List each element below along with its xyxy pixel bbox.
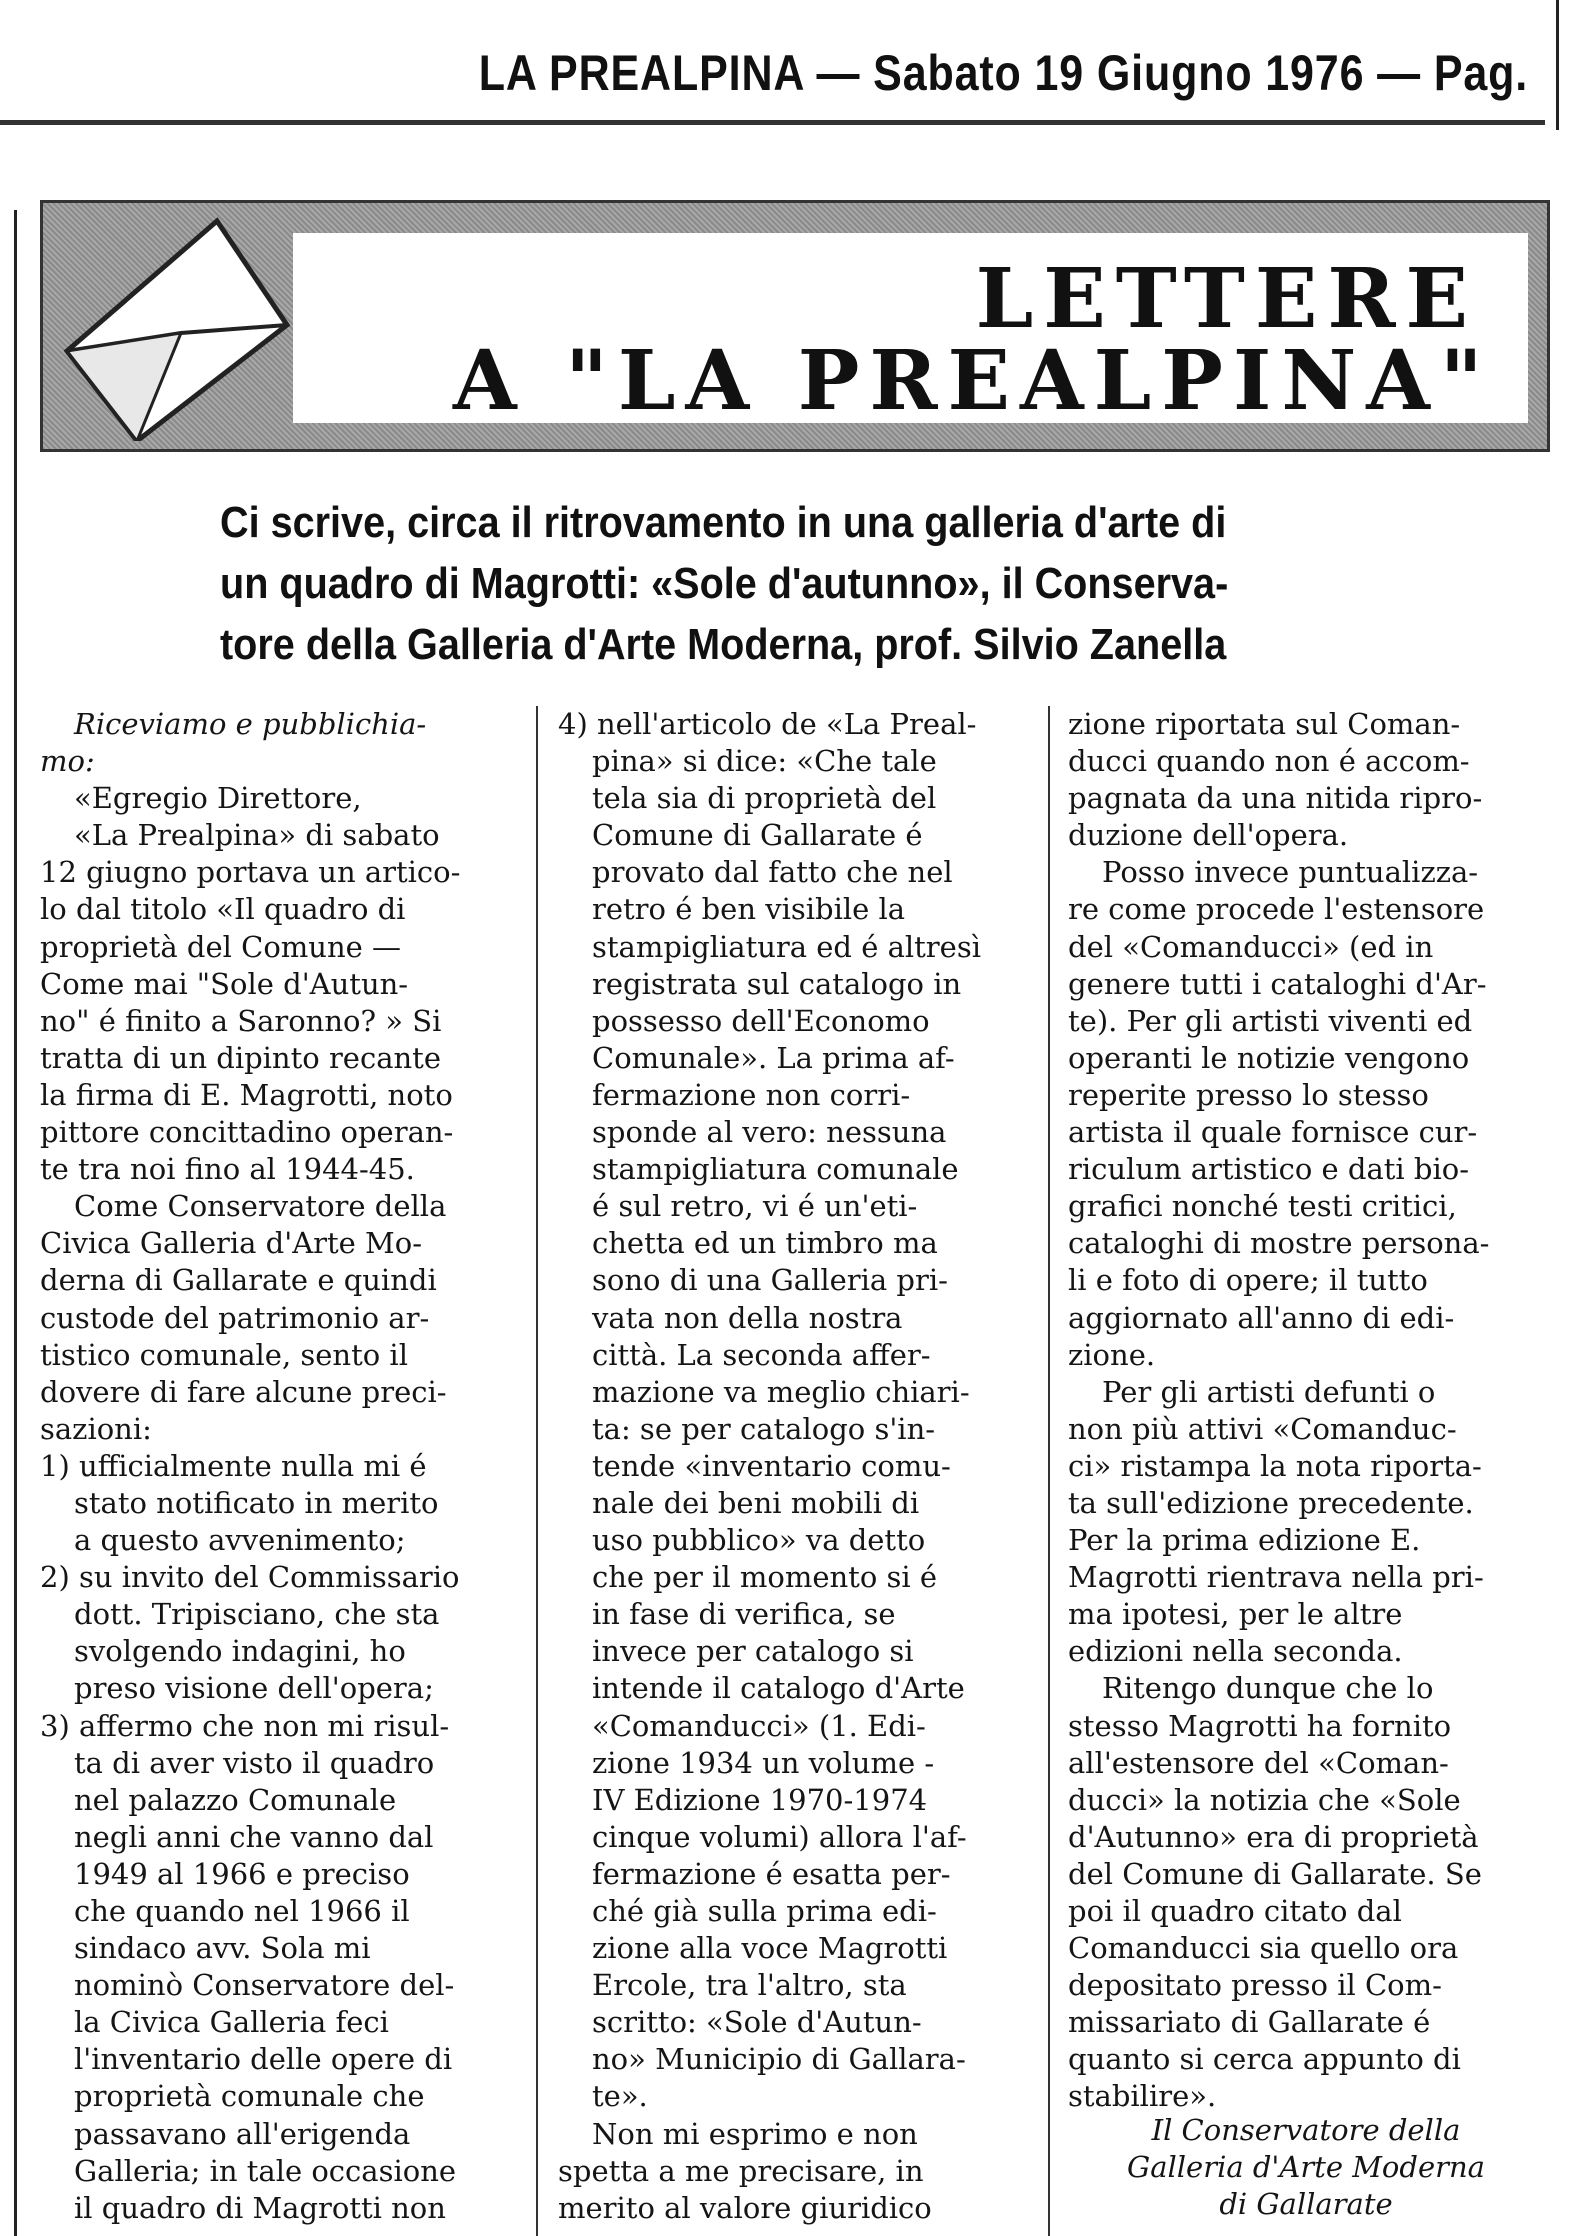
text-line: passavano all'erigenda bbox=[74, 2116, 411, 2151]
text-line: aggiornato all'anno di edi- bbox=[1068, 1300, 1455, 1335]
text-line: sono di una Galleria pri- bbox=[592, 1263, 948, 1298]
text-line: pagnata da una nitida ripro- bbox=[1068, 781, 1483, 816]
text-line: del «Comanducci» (ed in bbox=[1068, 929, 1434, 964]
text-line: poi il quadro citato dal bbox=[1068, 1894, 1402, 1928]
text-line: chetta ed un timbro ma bbox=[592, 1226, 938, 1261]
text-line: 2) su invito del Commissario bbox=[40, 1560, 460, 1595]
text-line: missariato di Gallarate é bbox=[1068, 2005, 1431, 2040]
text-line: Civica Galleria d'Arte Mo- bbox=[40, 1226, 423, 1261]
text-line: spetta a me precisare, in bbox=[558, 2153, 924, 2188]
text-line: artista il quale fornisce cur- bbox=[1068, 1115, 1478, 1150]
headline-line: Ci scrive, circa il ritrovamento in una galleria d'arte di bbox=[220, 498, 1227, 547]
text-line: stampigliatura comunale bbox=[592, 1152, 959, 1187]
text-line: Posso invece puntualizza- bbox=[1102, 855, 1479, 890]
text-line: proprietà del Comune — bbox=[40, 929, 402, 964]
article-column-2 bbox=[558, 706, 1028, 2227]
text-line: Non mi esprimo e non bbox=[592, 2116, 918, 2151]
text-line: 3) affermo che non mi risul- bbox=[40, 1708, 450, 1743]
text-line: mo: bbox=[40, 744, 95, 779]
text-line: Comune di Gallarate é bbox=[592, 818, 923, 853]
text-line: 4) nell'articolo de «La Preal- bbox=[558, 707, 977, 741]
text-line: sponde al vero: nessuna bbox=[592, 1115, 947, 1150]
text-line: provato dal fatto che nel bbox=[592, 855, 953, 890]
text-line: del Comune di Gallarate. Se bbox=[1068, 1856, 1482, 1891]
text-line: ta: se per catalogo s'in- bbox=[592, 1411, 936, 1446]
text-line: nale dei beni mobili di bbox=[592, 1485, 920, 1520]
text-line: che quando nel 1966 il bbox=[74, 1894, 410, 1928]
text-line: uso pubblico» va detto bbox=[592, 1523, 926, 1558]
text-line: stato notificato in merito bbox=[74, 1485, 439, 1520]
text-line: edizioni nella seconda. bbox=[1068, 1634, 1403, 1669]
text-line: città. La seconda affer- bbox=[592, 1337, 931, 1372]
text-line: operanti le notizie vengono bbox=[1068, 1040, 1470, 1075]
text-line: il quadro di Magrotti non bbox=[74, 2190, 446, 2225]
text-line: IV Edizione 1970-1974 bbox=[592, 1782, 928, 1817]
text-line: negli anni che vanno dal bbox=[74, 1819, 434, 1854]
text-line: re come procede l'estensore bbox=[1068, 892, 1485, 927]
text-line: grafici nonché testi critici, bbox=[1068, 1189, 1457, 1224]
text-line: la firma di E. Magrotti, noto bbox=[40, 1077, 453, 1112]
text-line: tende «inventario comu- bbox=[592, 1448, 951, 1483]
right-border-rule bbox=[1556, 0, 1559, 130]
text-line: genere tutti i cataloghi d'Ar- bbox=[1068, 966, 1487, 1001]
text-line: retro é ben visibile la bbox=[592, 892, 906, 927]
text-line: quanto si cerca appunto di bbox=[1068, 2042, 1461, 2077]
text-line: Come Conservatore della bbox=[74, 1189, 447, 1224]
text-line: no» Municipio di Gallara- bbox=[592, 2042, 966, 2077]
text-line: stampigliatura ed é altresì bbox=[592, 929, 981, 964]
text-line: fermazione non corri- bbox=[592, 1077, 911, 1112]
text-line: 12 giugno portava un artico- bbox=[40, 855, 461, 890]
text-line: Comunale». La prima af- bbox=[592, 1040, 955, 1075]
text-line: sindaco avv. Sola mi bbox=[74, 1931, 371, 1966]
text-line: tistico comunale, sento il bbox=[40, 1337, 408, 1372]
text-line: d'Autunno» era di proprietà bbox=[1068, 1819, 1479, 1854]
banner-panel bbox=[293, 233, 1528, 429]
text-line: custode del patrimonio ar- bbox=[40, 1300, 430, 1335]
text-line: in fase di verifica, se bbox=[592, 1597, 896, 1632]
text-line: Per la prima edizione E. bbox=[1068, 1523, 1421, 1558]
banner-title-line2: A "LA PREALPINA" bbox=[453, 333, 1493, 429]
text-line: che per il momento si é bbox=[592, 1560, 938, 1595]
text-line: tela sia di proprietà del bbox=[592, 781, 937, 816]
masthead-rule bbox=[0, 120, 1545, 125]
text-line: Per gli artisti defunti o bbox=[1102, 1374, 1436, 1409]
text-line: stesso Magrotti ha fornito bbox=[1068, 1708, 1452, 1743]
masthead-title: LA PREALPINA — Sabato 19 Giugno 1976 — Pag. bbox=[478, 45, 1528, 101]
text-line: vata non della nostra bbox=[592, 1300, 903, 1335]
text-line: «Comanducci» (1. Edi- bbox=[592, 1708, 926, 1743]
headline-line: tore della Galleria d'Arte Moderna, prof. Silvio Zanella bbox=[220, 620, 1227, 669]
text-line: lo dal titolo «Il quadro di bbox=[40, 892, 406, 927]
signature-line: Il Conservatore della bbox=[1151, 2113, 1461, 2147]
text-line: svolgendo indagini, ho bbox=[74, 1634, 406, 1669]
text-line: ta di aver visto il quadro bbox=[74, 1745, 435, 1780]
text-line: 1949 al 1966 e preciso bbox=[74, 1856, 410, 1891]
section-banner bbox=[40, 200, 1550, 452]
text-line: ducci quando non é accom- bbox=[1068, 744, 1470, 779]
text-line: dovere di fare alcune preci- bbox=[40, 1374, 447, 1409]
signature-line: di Gallarate bbox=[1219, 2187, 1393, 2221]
text-line: tratta di un dipinto recante bbox=[40, 1040, 441, 1075]
banner-title-line1: LETTERE bbox=[975, 251, 1478, 347]
text-line: proprietà comunale che bbox=[74, 2079, 425, 2114]
text-line: Ercole, tra l'altro, sta bbox=[592, 1968, 907, 2003]
headline-line: un quadro di Magrotti: «Sole d'autunno», il Conserva- bbox=[220, 559, 1229, 608]
text-line: non più attivi «Comanduc- bbox=[1068, 1411, 1457, 1446]
text-line: te». bbox=[592, 2079, 648, 2114]
text-line: Comanducci sia quello ora bbox=[1068, 1931, 1459, 1966]
text-line: Galleria; in tale occasione bbox=[74, 2153, 457, 2188]
text-line: preso visione dell'opera; bbox=[74, 1671, 434, 1706]
text-line: li e foto di opere; il tutto bbox=[1068, 1263, 1428, 1298]
text-line: cinque volumi) allora l'af- bbox=[592, 1819, 967, 1854]
text-line: reperite presso lo stesso bbox=[1068, 1077, 1429, 1112]
envelope-icon bbox=[61, 215, 293, 441]
text-line: cataloghi di mostre persona- bbox=[1068, 1226, 1490, 1261]
text-line: Come mai "Sole d'Autun- bbox=[40, 966, 409, 1001]
text-line: ducci» la notizia che «Sole bbox=[1068, 1782, 1461, 1817]
text-line: duzione dell'opera. bbox=[1068, 818, 1349, 853]
text-line: all'estensore del «Coman- bbox=[1068, 1745, 1449, 1780]
text-line: derna di Gallarate e quindi bbox=[40, 1263, 437, 1298]
column-divider bbox=[536, 706, 538, 2236]
signature-line: Galleria d'Arte Moderna bbox=[1127, 2150, 1485, 2184]
text-line: sazioni: bbox=[40, 1411, 152, 1446]
text-line: riculum artistico e dati bio- bbox=[1068, 1152, 1470, 1187]
text-line: registrata sul catalogo in bbox=[592, 966, 962, 1001]
text-line: zione 1934 un volume - bbox=[592, 1745, 935, 1780]
text-line: Magrotti rientrava nella pri- bbox=[1068, 1560, 1484, 1595]
article-headline bbox=[220, 492, 1480, 675]
text-line: la Civica Galleria feci bbox=[74, 2005, 389, 2040]
text-line: te). Per gli artisti viventi ed bbox=[1068, 1003, 1473, 1038]
text-line: nel palazzo Comunale bbox=[74, 1782, 397, 1817]
text-line: a questo avvenimento; bbox=[74, 1523, 406, 1558]
text-line: depositato presso il Com- bbox=[1068, 1968, 1442, 2003]
left-border-rule bbox=[14, 210, 17, 2236]
text-line: «La Prealpina» di sabato bbox=[74, 818, 440, 853]
text-line: nominò Conservatore del- bbox=[74, 1968, 455, 2003]
article-column-1 bbox=[40, 706, 508, 2227]
text-line: fermazione é esatta per- bbox=[592, 1856, 951, 1891]
text-line: ma ipotesi, per le altre bbox=[1068, 1597, 1403, 1632]
text-line: no" é finito a Saronno? » Si bbox=[40, 1003, 442, 1038]
text-line: possesso dell'Economo bbox=[592, 1003, 930, 1038]
text-line: scritto: «Sole d'Autun- bbox=[592, 2005, 922, 2040]
text-line: mazione va meglio chiari- bbox=[592, 1374, 970, 1409]
text-line: l'inventario delle opere di bbox=[74, 2042, 453, 2077]
text-line: é sul retro, vi é un'eti- bbox=[592, 1189, 918, 1224]
text-line: zione alla voce Magrotti bbox=[592, 1931, 948, 1966]
text-line: intende il catalogo d'Arte bbox=[592, 1671, 965, 1706]
text-line: 1) ufficialmente nulla mi é bbox=[40, 1448, 427, 1483]
text-line: stabilire». bbox=[1068, 2079, 1217, 2114]
signature-block bbox=[1068, 2112, 1544, 2223]
text-line: Riceviamo e pubblichia- bbox=[74, 707, 427, 741]
text-line: te tra noi fino al 1944-45. bbox=[40, 1152, 415, 1187]
text-line: ché già sulla prima edi- bbox=[592, 1894, 937, 1928]
text-line: merito al valore giuridico bbox=[558, 2190, 932, 2225]
text-line: Ritengo dunque che lo bbox=[1102, 1671, 1434, 1706]
text-line: pittore concittadino operan- bbox=[40, 1115, 454, 1150]
masthead bbox=[0, 30, 1540, 110]
text-line: pina» si dice: «Che tale bbox=[592, 744, 937, 779]
text-line: zione. bbox=[1068, 1337, 1156, 1372]
article-column-3 bbox=[1068, 706, 1544, 2116]
column-divider bbox=[1048, 706, 1050, 2236]
text-line: invece per catalogo si bbox=[592, 1634, 914, 1669]
text-line: zione riportata sul Coman- bbox=[1068, 707, 1461, 741]
text-line: ci» ristampa la nota riporta- bbox=[1068, 1448, 1482, 1483]
text-line: ta sull'edizione precedente. bbox=[1068, 1485, 1474, 1520]
text-line: «Egregio Direttore, bbox=[74, 781, 362, 816]
text-line: dott. Tripisciano, che sta bbox=[74, 1597, 440, 1632]
